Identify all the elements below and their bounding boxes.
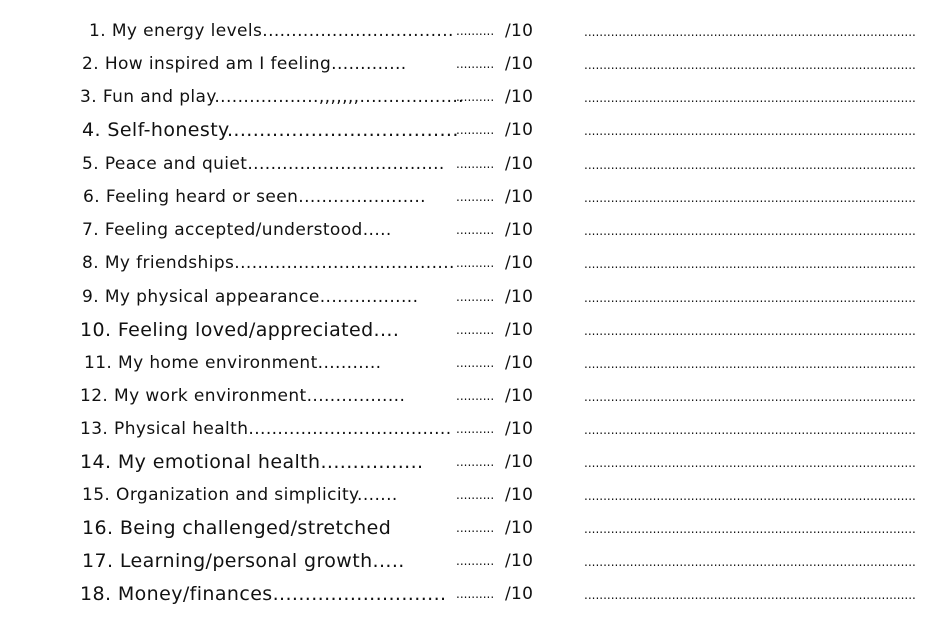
score-blank-line: .......... [456,488,495,502]
score-blank-line: .......... [456,422,495,436]
item-label: 14. My emotional health................ [80,451,424,473]
list-item [0,85,930,109]
notes-blank-line: ....................................................................................... [584,58,916,72]
item-label: 13. Physical health................................... [80,419,452,439]
score-out-of-10: /10 [505,485,534,505]
score-out-of-10: /10 [505,287,534,307]
score-out-of-10: /10 [505,87,534,107]
score-blank-line: .......... [456,123,495,137]
score-blank-line: .......... [456,554,495,568]
notes-blank-line: ....................................................................................... [584,257,916,271]
notes-blank-line: ....................................................................................... [584,224,916,238]
score-out-of-10: /10 [505,584,534,604]
score-out-of-10: /10 [505,154,534,174]
notes-blank-line: ....................................................................................... [584,291,916,305]
item-label: 5. Peace and quiet.................................. [82,154,445,174]
score-blank-line: .......... [456,587,495,601]
list-item [0,152,930,176]
score-blank-line: .......... [456,389,495,403]
list-item [0,318,930,342]
score-out-of-10: /10 [505,21,534,41]
item-label: 11. My home environment........... [84,353,382,373]
item-label: 1. My energy levels................................. [89,21,454,41]
notes-blank-line: ....................................................................................... [584,456,916,470]
item-label: 8. My friendships...................................... [82,253,455,273]
score-out-of-10: /10 [505,253,534,273]
notes-blank-line: ....................................................................................... [584,423,916,437]
item-label: 17. Learning/personal growth..... [82,550,405,572]
notes-blank-line: ....................................................................................... [584,158,916,172]
list-item [0,516,930,540]
list-item [0,185,930,209]
item-label: 6. Feeling heard or seen...................... [83,187,426,207]
score-blank-line: .......... [456,521,495,535]
score-blank-line: .......... [456,256,495,270]
notes-blank-line: ....................................................................................... [584,555,916,569]
list-item [0,417,930,441]
score-blank-line: .......... [456,323,495,337]
score-out-of-10: /10 [505,353,534,373]
item-label: 9. My physical appearance................. [82,287,419,307]
score-out-of-10: /10 [505,518,534,538]
list-item [0,218,930,242]
item-label: 15. Organization and simplicity....... [82,485,398,505]
item-label: 4. Self-honesty.................................... [82,119,459,141]
score-out-of-10: /10 [505,452,534,472]
score-blank-line: .......... [456,57,495,71]
score-out-of-10: /10 [505,187,534,207]
score-blank-line: .......... [456,290,495,304]
item-label: 16. Being challenged/stretched [82,517,392,539]
notes-blank-line: ....................................................................................... [584,522,916,536]
notes-blank-line: ....................................................................................... [584,588,916,602]
score-blank-line: .......... [456,90,495,104]
score-out-of-10: /10 [505,320,534,340]
item-label: 3. Fun and play..................,,,,,,,.................. [80,87,464,107]
score-blank-line: .......... [456,356,495,370]
notes-blank-line: ....................................................................................... [584,191,916,205]
score-blank-line: .......... [456,24,495,38]
list-item [0,285,930,309]
score-blank-line: .......... [456,455,495,469]
notes-blank-line: ....................................................................................... [584,357,916,371]
notes-blank-line: ....................................................................................... [584,324,916,338]
item-label: 7. Feeling accepted/understood..... [82,220,392,240]
notes-blank-line: ....................................................................................... [584,91,916,105]
score-out-of-10: /10 [505,54,534,74]
notes-blank-line: ....................................................................................... [584,390,916,404]
score-out-of-10: /10 [505,419,534,439]
list-item [0,52,930,76]
notes-blank-line: ....................................................................................... [584,124,916,138]
list-item [0,582,930,606]
item-label: 12. My work environment................. [80,386,406,406]
score-blank-line: .......... [456,190,495,204]
list-item [0,450,930,474]
notes-blank-line: ....................................................................................... [584,25,916,39]
item-label: 10. Feeling loved/appreciated.... [80,319,400,341]
score-blank-line: .......... [456,157,495,171]
list-item [0,549,930,573]
item-label: 2. How inspired am I feeling............. [82,54,407,74]
list-item [0,483,930,507]
list-item [0,384,930,408]
score-out-of-10: /10 [505,386,534,406]
list-item [0,251,930,275]
list-item [0,118,930,142]
score-out-of-10: /10 [505,220,534,240]
notes-blank-line: ....................................................................................... [584,489,916,503]
score-out-of-10: /10 [505,120,534,140]
list-item [0,351,930,375]
item-label: 18. Money/finances........................... [80,583,447,605]
score-blank-line: .......... [456,223,495,237]
list-item [0,19,930,43]
score-out-of-10: /10 [505,551,534,571]
